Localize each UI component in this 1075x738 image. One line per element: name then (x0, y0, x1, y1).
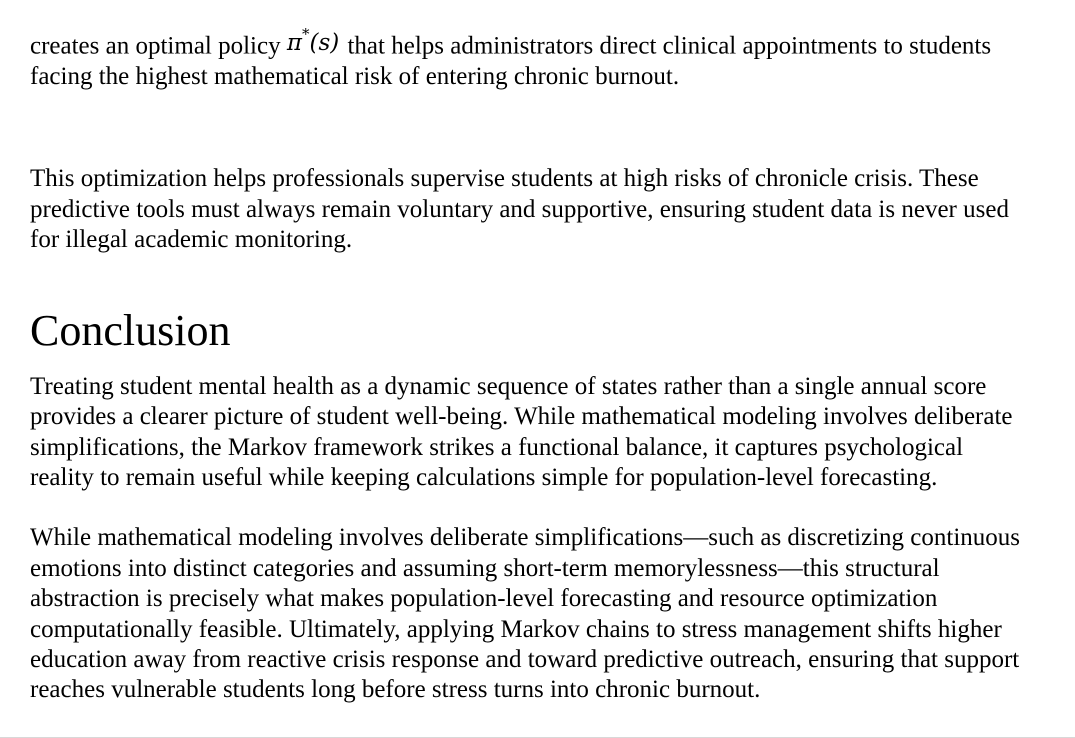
optimization-paragraph: This optimization helps professionals supervise students at high risks of chronicle crisis. These predictive tools must always remain voluntary and supportive, ensuring student data is never used for illegal academic monitoring. (30, 165, 1009, 254)
intro-text-after: that helps administrators direct clinical appointments to students facing the highest mathematical risk of entering chronic burnout. (30, 32, 992, 91)
policy-superscript: * (301, 25, 310, 43)
document-body (30, 25, 1030, 706)
conclusion-heading: Conclusion (30, 305, 231, 355)
conclusion-paragraph-1: Treating student mental health as a dynamic sequence of states rather than a single annual score provides a clearer picture of student well-being. While mathematical modeling involves deliberate simplifications, the Markov framework strikes a functional balance, it captures psychological reality to remain useful while keeping calculations simple for population-level forecasting. (30, 372, 1013, 491)
conclusion-paragraph-2: While mathematical modeling involves deliberate simplifications—such as discretizing continuous emotions into distinct categories and assuming short-term memorylessness—this structural abstraction is precisely what makes population-level forecasting and resource optimization computationally feasible. Ultimately, applying Markov chains to stress management shifts higher education away from reactive crisis response and toward predictive outreach, ensuring that support reaches vulnerable students long before stress turns into chronic burnout. (30, 524, 1021, 704)
policy-symbol: π (286, 29, 302, 56)
intro-paragraph (30, 25, 1030, 92)
intro-text-before: creates an optimal policy (30, 32, 281, 60)
policy-math-expression (286, 25, 340, 56)
policy-argument: (s) (309, 29, 340, 56)
